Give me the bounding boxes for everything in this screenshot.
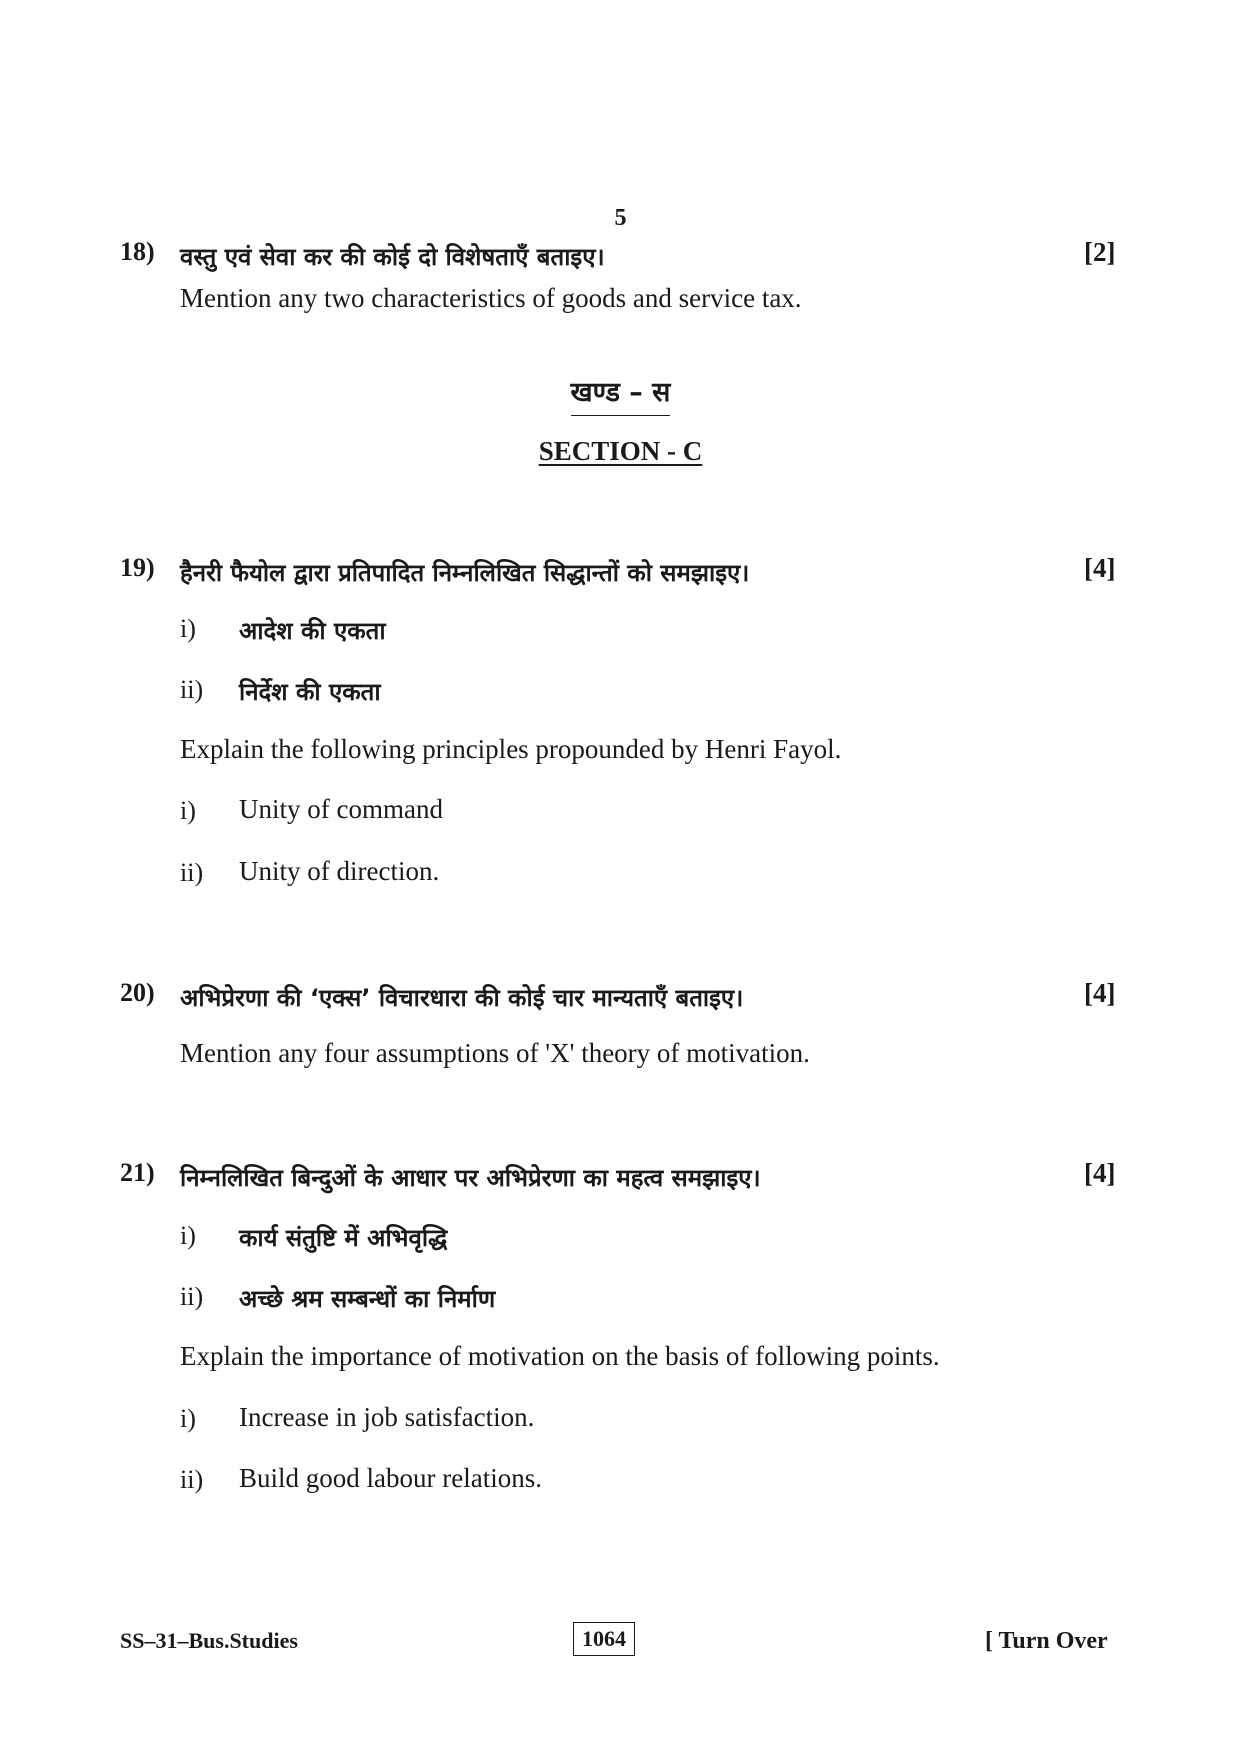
q21-english-item-label: ii) (180, 1465, 204, 1494)
q21-english-item: Increase in job satisfaction. (239, 1402, 535, 1432)
q19-english-item: Unity of command (239, 794, 443, 824)
q19-english: Explain the following principles propounded by Henri Fayol. (180, 734, 842, 764)
footer-paper-code: SS–31–Bus.Studies (120, 1628, 298, 1653)
q18-english: Mention any two characteristics of goods and service tax. (180, 283, 802, 313)
q21-hindi-item: कार्य संतुष्टि में अभिवृद्धि (239, 1224, 448, 1252)
section-heading-english: SECTION - C (538, 436, 703, 466)
q18-number: 18) (120, 237, 155, 266)
q19-hindi-item-label: i) (180, 614, 196, 643)
footer-box-number: 1064 (573, 1622, 635, 1656)
q19-hindi-item-label: ii) (180, 675, 204, 704)
q20-hindi: अभिप्रेरणा की ‘एक्स’ विचारधारा की कोई चार मान्यताएँ बताइए। (180, 984, 744, 1012)
footer-turn-over: [ Turn Over (985, 1628, 1108, 1654)
page-number: 5 (614, 205, 627, 231)
q18-hindi: वस्तु एवं सेवा कर की कोई दो विशेषताएँ बताइए। (180, 243, 605, 271)
q21-english: Explain the importance of motivation on the basis of following points. (180, 1341, 940, 1371)
q21-hindi-item-label: ii) (180, 1282, 204, 1311)
q19-english-item-label: ii) (180, 858, 204, 887)
q20-marks: [4] (1084, 978, 1116, 1008)
q19-hindi-item: आदेश की एकता (239, 617, 386, 645)
q21-hindi: निम्नलिखित बिन्दुओं के आधार पर अभिप्रेरणा का महत्व समझाइए। (180, 1164, 761, 1192)
q19-hindi-item: निर्देश की एकता (239, 678, 381, 706)
q18-marks: [2] (1084, 237, 1116, 267)
q21-english-item-label: i) (180, 1404, 196, 1433)
q19-english-item: Unity of direction. (239, 856, 440, 886)
q19-english-item-label: i) (180, 796, 196, 825)
q19-marks: [4] (1084, 553, 1116, 583)
section-heading-hindi: खण्ड – स (0, 372, 1241, 416)
q19-number: 19) (120, 553, 155, 582)
q21-hindi-item-label: i) (180, 1221, 196, 1250)
q20-english: Mention any four assumptions of 'X' theory of motivation. (180, 1038, 810, 1068)
q19-hindi: हैनरी फैयोल द्वारा प्रतिपादित निम्नलिखित सिद्धान्तों को समझाइए। (180, 559, 750, 587)
q20-number: 20) (120, 978, 155, 1007)
q21-number: 21) (120, 1158, 155, 1187)
q21-hindi-item: अच्छे श्रम सम्बन्धों का निर्माण (239, 1285, 496, 1313)
q21-english-item: Build good labour relations. (239, 1463, 542, 1493)
q21-marks: [4] (1084, 1158, 1116, 1188)
